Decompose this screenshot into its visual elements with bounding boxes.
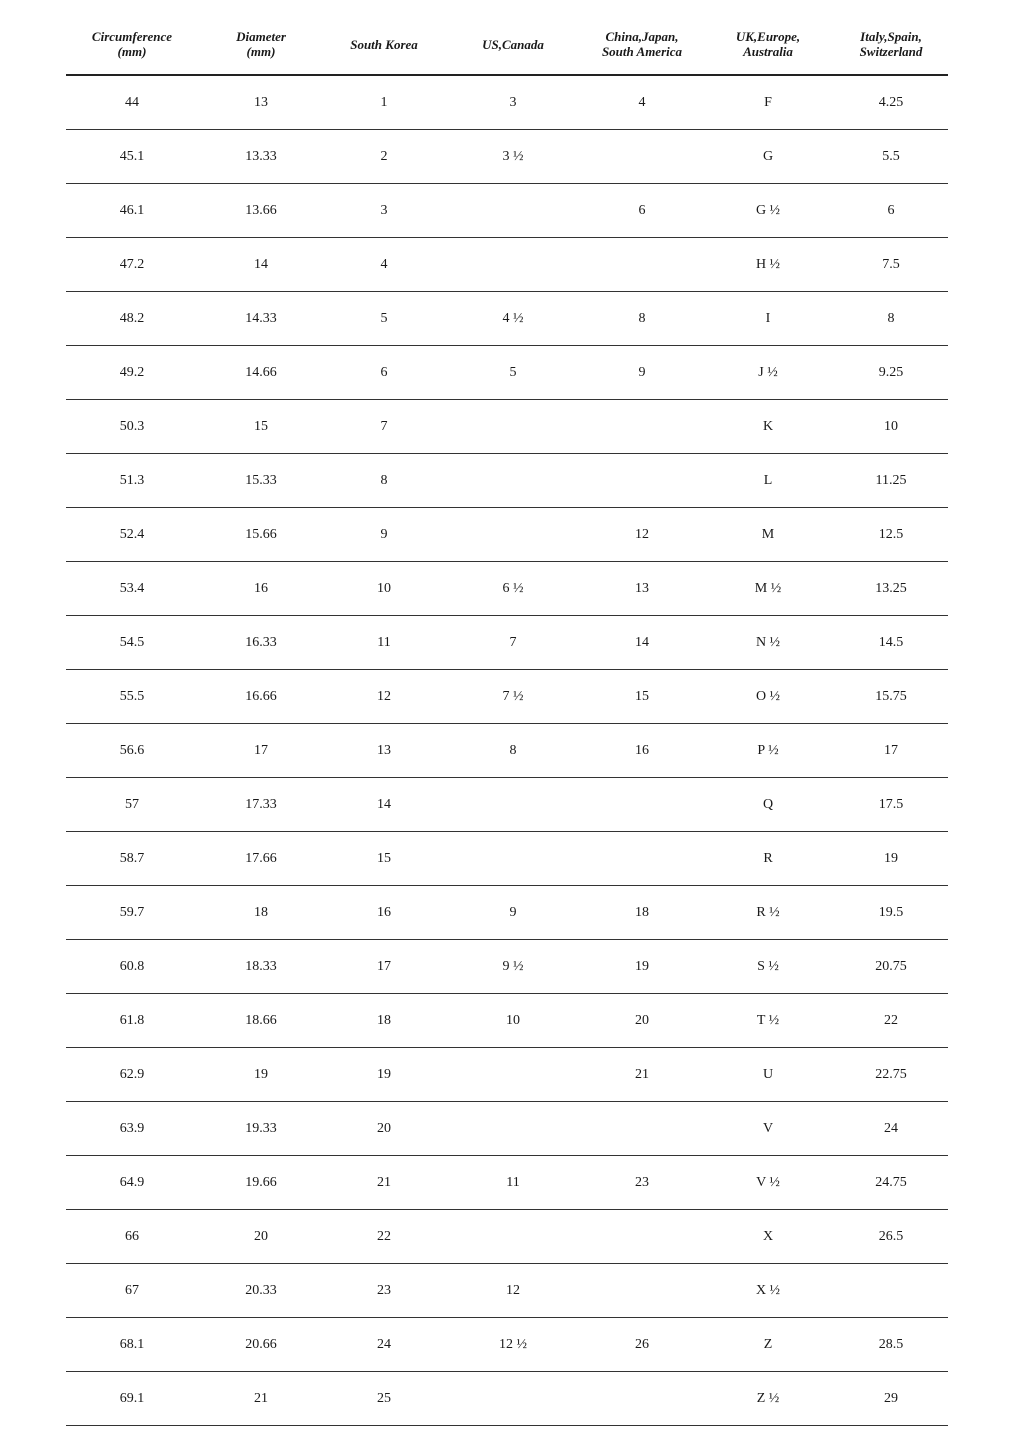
cell-uk-europe-australia: G (702, 130, 834, 184)
cell-italy-spain-switzerland: 6 (834, 184, 948, 238)
cell-circumference: 53.4 (66, 562, 198, 616)
cell-us-canada (444, 1048, 582, 1102)
cell-uk-europe-australia: O ½ (702, 670, 834, 724)
cell-us-canada (444, 1102, 582, 1156)
cell-us-canada (444, 508, 582, 562)
cell-italy-spain-switzerland: 14.5 (834, 616, 948, 670)
cell-us-canada: 6 ½ (444, 562, 582, 616)
cell-south-korea: 8 (324, 454, 444, 508)
cell-china-japan-south-america: 12 (582, 508, 702, 562)
cell-italy-spain-switzerland: 22.75 (834, 1048, 948, 1102)
cell-uk-europe-australia: T ½ (702, 994, 834, 1048)
cell-china-japan-south-america (582, 130, 702, 184)
cell-china-japan-south-america: 13 (582, 562, 702, 616)
cell-us-canada (444, 778, 582, 832)
cell-china-japan-south-america (582, 1102, 702, 1156)
cell-circumference: 50.3 (66, 400, 198, 454)
table-row (66, 1372, 948, 1426)
cell-circumference: 66 (66, 1210, 198, 1264)
cell-uk-europe-australia: X (702, 1210, 834, 1264)
cell-italy-spain-switzerland: 20.75 (834, 940, 948, 994)
cell-us-canada: 8 (444, 724, 582, 778)
cell-diameter: 20.33 (198, 1264, 324, 1318)
cell-italy-spain-switzerland: 29 (834, 1372, 948, 1426)
cell-italy-spain-switzerland: 9.25 (834, 346, 948, 400)
cell-diameter: 18.66 (198, 994, 324, 1048)
cell-uk-europe-australia: R (702, 832, 834, 886)
cell-china-japan-south-america: 18 (582, 886, 702, 940)
cell-uk-europe-australia: V ½ (702, 1156, 834, 1210)
table-row (66, 670, 948, 724)
cell-uk-europe-australia: F (702, 75, 834, 130)
cell-diameter: 17 (198, 724, 324, 778)
cell-italy-spain-switzerland: 19.5 (834, 886, 948, 940)
cell-circumference: 58.7 (66, 832, 198, 886)
cell-diameter: 15.33 (198, 454, 324, 508)
cell-uk-europe-australia: R ½ (702, 886, 834, 940)
cell-circumference: 60.8 (66, 940, 198, 994)
cell-south-korea: 24 (324, 1318, 444, 1372)
header-south-korea (324, 14, 444, 75)
cell-us-canada: 11 (444, 1156, 582, 1210)
cell-south-korea: 12 (324, 670, 444, 724)
cell-uk-europe-australia: U (702, 1048, 834, 1102)
cell-diameter: 18 (198, 886, 324, 940)
table-row (66, 562, 948, 616)
cell-uk-europe-australia: Z ½ (702, 1372, 834, 1426)
cell-south-korea: 17 (324, 940, 444, 994)
header-label-line: US,Canada (482, 36, 544, 52)
cell-italy-spain-switzerland (834, 1264, 948, 1318)
cell-diameter: 19 (198, 1048, 324, 1102)
cell-china-japan-south-america: 19 (582, 940, 702, 994)
cell-circumference: 61.8 (66, 994, 198, 1048)
ring-size-table (66, 14, 948, 1426)
cell-uk-europe-australia: Q (702, 778, 834, 832)
cell-us-canada: 7 (444, 616, 582, 670)
cell-us-canada: 5 (444, 346, 582, 400)
table-row (66, 1048, 948, 1102)
cell-circumference: 51.3 (66, 454, 198, 508)
cell-us-canada: 12 ½ (444, 1318, 582, 1372)
table-row (66, 616, 948, 670)
cell-circumference: 46.1 (66, 184, 198, 238)
table-row (66, 1264, 948, 1318)
cell-italy-spain-switzerland: 22 (834, 994, 948, 1048)
table-body (66, 75, 948, 1426)
header-label-line: Circumference (91, 29, 173, 44)
cell-circumference: 54.5 (66, 616, 198, 670)
table-row (66, 238, 948, 292)
table-row (66, 994, 948, 1048)
cell-south-korea: 20 (324, 1102, 444, 1156)
cell-china-japan-south-america: 23 (582, 1156, 702, 1210)
cell-china-japan-south-america: 21 (582, 1048, 702, 1102)
header-italy-spain-switzerland (834, 14, 948, 75)
header-us-canada (444, 14, 582, 75)
cell-circumference: 44 (66, 75, 198, 130)
cell-china-japan-south-america (582, 454, 702, 508)
cell-circumference: 56.6 (66, 724, 198, 778)
cell-circumference: 48.2 (66, 292, 198, 346)
cell-china-japan-south-america: 9 (582, 346, 702, 400)
cell-diameter: 16.66 (198, 670, 324, 724)
cell-south-korea: 11 (324, 616, 444, 670)
cell-south-korea: 5 (324, 292, 444, 346)
cell-uk-europe-australia: Z (702, 1318, 834, 1372)
cell-china-japan-south-america: 8 (582, 292, 702, 346)
cell-uk-europe-australia: H ½ (702, 238, 834, 292)
table-row (66, 346, 948, 400)
cell-china-japan-south-america (582, 400, 702, 454)
cell-diameter: 17.33 (198, 778, 324, 832)
cell-circumference: 59.7 (66, 886, 198, 940)
cell-us-canada (444, 1210, 582, 1264)
table-row (66, 886, 948, 940)
cell-uk-europe-australia: M (702, 508, 834, 562)
cell-circumference: 55.5 (66, 670, 198, 724)
cell-us-canada (444, 400, 582, 454)
cell-us-canada (444, 184, 582, 238)
table-row (66, 400, 948, 454)
cell-south-korea: 1 (324, 75, 444, 130)
cell-china-japan-south-america (582, 238, 702, 292)
cell-china-japan-south-america: 15 (582, 670, 702, 724)
cell-south-korea: 19 (324, 1048, 444, 1102)
table-row (66, 940, 948, 994)
cell-diameter: 13.33 (198, 130, 324, 184)
cell-italy-spain-switzerland: 12.5 (834, 508, 948, 562)
table-row (66, 832, 948, 886)
cell-italy-spain-switzerland: 17 (834, 724, 948, 778)
cell-us-canada (444, 238, 582, 292)
table-row (66, 292, 948, 346)
cell-south-korea: 23 (324, 1264, 444, 1318)
header-label-line: South Korea (350, 36, 418, 52)
cell-circumference: 57 (66, 778, 198, 832)
cell-china-japan-south-america (582, 832, 702, 886)
cell-uk-europe-australia: P ½ (702, 724, 834, 778)
cell-italy-spain-switzerland: 4.25 (834, 75, 948, 130)
cell-china-japan-south-america (582, 778, 702, 832)
cell-china-japan-south-america: 4 (582, 75, 702, 130)
cell-south-korea: 7 (324, 400, 444, 454)
table-row (66, 508, 948, 562)
cell-china-japan-south-america: 6 (582, 184, 702, 238)
cell-uk-europe-australia: M ½ (702, 562, 834, 616)
cell-us-canada: 3 ½ (444, 130, 582, 184)
table-row (66, 724, 948, 778)
table-row (66, 184, 948, 238)
table-header (66, 14, 948, 75)
header-diameter (198, 14, 324, 75)
cell-south-korea: 6 (324, 346, 444, 400)
cell-diameter: 21 (198, 1372, 324, 1426)
cell-uk-europe-australia: V (702, 1102, 834, 1156)
cell-china-japan-south-america: 26 (582, 1318, 702, 1372)
cell-circumference: 64.9 (66, 1156, 198, 1210)
header-label-line: (mm) (246, 44, 276, 59)
table-row (66, 1102, 948, 1156)
cell-italy-spain-switzerland: 24 (834, 1102, 948, 1156)
cell-circumference: 69.1 (66, 1372, 198, 1426)
header-row (66, 14, 948, 75)
cell-diameter: 19.66 (198, 1156, 324, 1210)
cell-circumference: 49.2 (66, 346, 198, 400)
header-label-line: UK,Europe, (735, 29, 801, 44)
cell-us-canada: 12 (444, 1264, 582, 1318)
header-label-line: Italy,Spain, (860, 29, 922, 44)
cell-italy-spain-switzerland: 26.5 (834, 1210, 948, 1264)
cell-diameter: 14.66 (198, 346, 324, 400)
cell-us-canada (444, 832, 582, 886)
table-row (66, 130, 948, 184)
cell-uk-europe-australia: N ½ (702, 616, 834, 670)
cell-diameter: 19.33 (198, 1102, 324, 1156)
cell-uk-europe-australia: I (702, 292, 834, 346)
cell-south-korea: 13 (324, 724, 444, 778)
cell-south-korea: 9 (324, 508, 444, 562)
cell-south-korea: 18 (324, 994, 444, 1048)
cell-italy-spain-switzerland: 8 (834, 292, 948, 346)
cell-diameter: 18.33 (198, 940, 324, 994)
cell-china-japan-south-america (582, 1210, 702, 1264)
cell-diameter: 15.66 (198, 508, 324, 562)
cell-china-japan-south-america: 16 (582, 724, 702, 778)
cell-uk-europe-australia: S ½ (702, 940, 834, 994)
cell-china-japan-south-america: 14 (582, 616, 702, 670)
cell-us-canada: 9 (444, 886, 582, 940)
header-label-line: South America (601, 44, 683, 59)
header-label-line: (mm) (117, 44, 147, 59)
cell-italy-spain-switzerland: 24.75 (834, 1156, 948, 1210)
header-uk-europe-australia (702, 14, 834, 75)
header-label-line: Australia (743, 44, 793, 59)
cell-diameter: 20 (198, 1210, 324, 1264)
cell-south-korea: 14 (324, 778, 444, 832)
header-label-line: Switzerland (859, 44, 923, 59)
cell-diameter: 14.33 (198, 292, 324, 346)
cell-us-canada: 9 ½ (444, 940, 582, 994)
cell-circumference: 68.1 (66, 1318, 198, 1372)
cell-uk-europe-australia: K (702, 400, 834, 454)
table-row (66, 778, 948, 832)
cell-south-korea: 10 (324, 562, 444, 616)
cell-us-canada: 10 (444, 994, 582, 1048)
cell-italy-spain-switzerland: 28.5 (834, 1318, 948, 1372)
cell-south-korea: 3 (324, 184, 444, 238)
cell-china-japan-south-america (582, 1372, 702, 1426)
table-row (66, 1210, 948, 1264)
table-row (66, 454, 948, 508)
cell-circumference: 67 (66, 1264, 198, 1318)
cell-circumference: 45.1 (66, 130, 198, 184)
cell-italy-spain-switzerland: 11.25 (834, 454, 948, 508)
cell-diameter: 13 (198, 75, 324, 130)
cell-diameter: 13.66 (198, 184, 324, 238)
cell-us-canada (444, 1372, 582, 1426)
cell-diameter: 16.33 (198, 616, 324, 670)
cell-diameter: 17.66 (198, 832, 324, 886)
cell-italy-spain-switzerland: 7.5 (834, 238, 948, 292)
cell-uk-europe-australia: G ½ (702, 184, 834, 238)
cell-uk-europe-australia: L (702, 454, 834, 508)
cell-diameter: 20.66 (198, 1318, 324, 1372)
header-label-line: Diameter (236, 29, 286, 44)
cell-south-korea: 16 (324, 886, 444, 940)
cell-italy-spain-switzerland: 10 (834, 400, 948, 454)
cell-uk-europe-australia: X ½ (702, 1264, 834, 1318)
cell-italy-spain-switzerland: 15.75 (834, 670, 948, 724)
cell-circumference: 62.9 (66, 1048, 198, 1102)
table-row (66, 75, 948, 130)
cell-circumference: 47.2 (66, 238, 198, 292)
cell-diameter: 15 (198, 400, 324, 454)
cell-south-korea: 2 (324, 130, 444, 184)
cell-circumference: 52.4 (66, 508, 198, 562)
cell-china-japan-south-america (582, 1264, 702, 1318)
cell-us-canada: 3 (444, 75, 582, 130)
cell-uk-europe-australia: J ½ (702, 346, 834, 400)
cell-italy-spain-switzerland: 13.25 (834, 562, 948, 616)
header-china-japan-south-america (582, 14, 702, 75)
cell-circumference: 63.9 (66, 1102, 198, 1156)
table-row (66, 1318, 948, 1372)
cell-us-canada: 7 ½ (444, 670, 582, 724)
cell-italy-spain-switzerland: 17.5 (834, 778, 948, 832)
cell-diameter: 16 (198, 562, 324, 616)
cell-south-korea: 15 (324, 832, 444, 886)
cell-us-canada: 4 ½ (444, 292, 582, 346)
cell-italy-spain-switzerland: 19 (834, 832, 948, 886)
cell-south-korea: 22 (324, 1210, 444, 1264)
cell-us-canada (444, 454, 582, 508)
cell-italy-spain-switzerland: 5.5 (834, 130, 948, 184)
cell-south-korea: 25 (324, 1372, 444, 1426)
cell-south-korea: 4 (324, 238, 444, 292)
cell-china-japan-south-america: 20 (582, 994, 702, 1048)
cell-south-korea: 21 (324, 1156, 444, 1210)
header-circumference (66, 14, 198, 75)
table-row (66, 1156, 948, 1210)
cell-diameter: 14 (198, 238, 324, 292)
header-label-line: China,Japan, (605, 29, 679, 44)
